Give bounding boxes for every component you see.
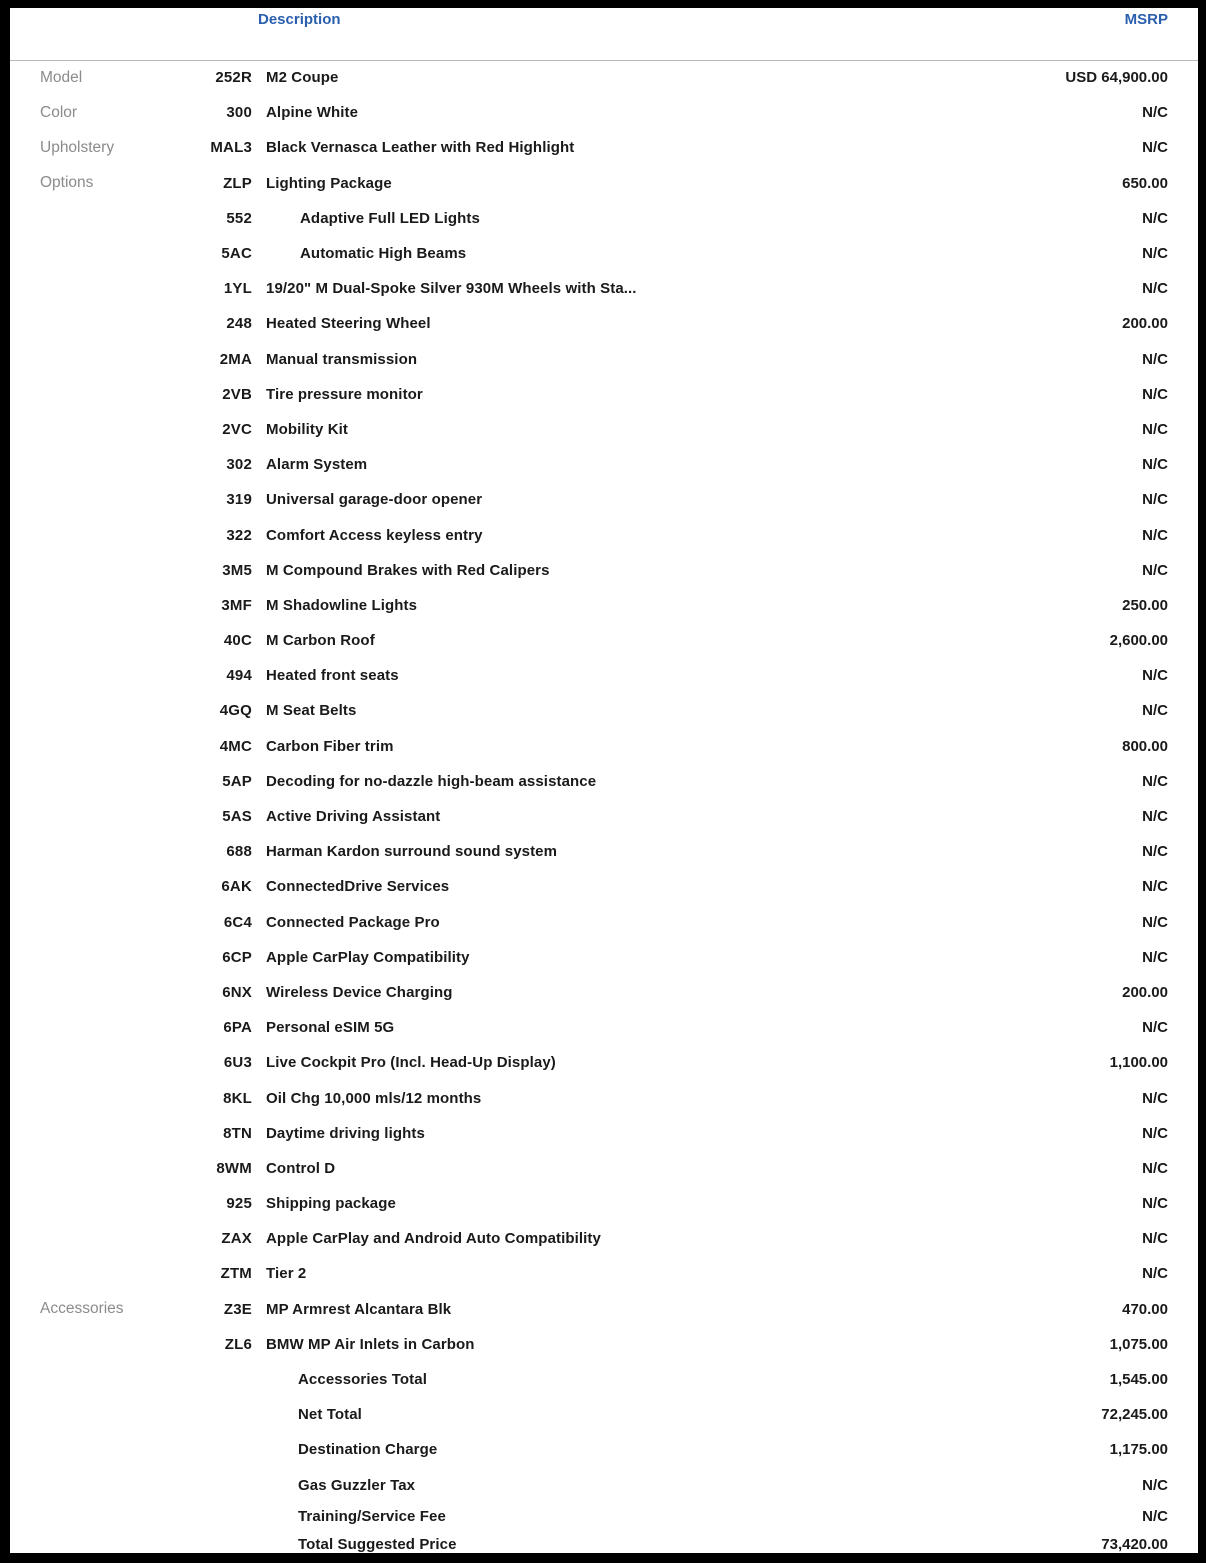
row-group-label (10, 1116, 182, 1151)
table-row (10, 729, 1198, 764)
row-group-label (10, 975, 182, 1010)
row-price: N/C (1142, 491, 1168, 509)
table-body (10, 60, 1198, 1553)
row-option-code: 2VC (222, 420, 252, 438)
table-row (10, 1186, 1198, 1221)
row-description: Tier 2 (266, 1265, 307, 1283)
row-group-label (10, 517, 182, 552)
table-row (10, 869, 1198, 904)
row-group-label (10, 940, 182, 975)
table-row (10, 1151, 1198, 1186)
row-description: MP Armrest Alcantara Blk (266, 1300, 452, 1318)
row-option-code: 319 (226, 491, 252, 509)
page-border-right (1198, 0, 1206, 1563)
row-group-label (10, 588, 182, 623)
row-group-label (10, 658, 182, 693)
row-option-code: MAL3 (210, 139, 252, 157)
table-row (10, 517, 1198, 552)
row-price: N/C (1142, 245, 1168, 263)
row-description: Alpine White (266, 104, 359, 122)
row-description: Heated front seats (266, 667, 399, 685)
header-msrp: MSRP (1124, 10, 1168, 28)
table-row (10, 1116, 1198, 1151)
totals-description: Gas Guzzler Tax (298, 1476, 416, 1494)
table-row (10, 799, 1198, 834)
totals-code-spacer (182, 1503, 252, 1531)
totals-row (10, 1468, 1198, 1503)
row-option-code: 2VB (222, 385, 252, 403)
row-group-label (10, 271, 182, 306)
row-option-code: 494 (226, 667, 252, 685)
table-row (10, 975, 1198, 1010)
row-price: N/C (1142, 667, 1168, 685)
table-row (10, 940, 1198, 975)
row-group-label: Model (40, 68, 83, 86)
totals-price: 72,245.00 (1101, 1406, 1168, 1424)
table-row (10, 236, 1198, 271)
row-description: Wireless Device Charging (266, 983, 453, 1001)
totals-row (10, 1531, 1198, 1553)
table-row (10, 271, 1198, 306)
row-price: 200.00 (1122, 315, 1168, 333)
row-option-code: ZLP (223, 174, 252, 192)
row-description: Comfort Access keyless entry (266, 526, 483, 544)
page-border-bottom (0, 1553, 1206, 1563)
vehicle-pricing-sheet (10, 8, 1198, 1553)
row-group-label (10, 1151, 182, 1186)
row-option-code: ZTM (220, 1265, 252, 1283)
row-option-code: 6C4 (223, 913, 252, 931)
row-group-label (10, 834, 182, 869)
row-option-code: 300 (226, 104, 252, 122)
table-row (10, 693, 1198, 728)
totals-row (10, 1362, 1198, 1397)
row-description: Connected Package Pro (266, 913, 440, 931)
row-option-code: 5AC (221, 245, 252, 263)
row-option-code: 8WM (216, 1159, 252, 1177)
row-group-label (10, 1045, 182, 1080)
totals-row (10, 1432, 1198, 1467)
row-description: Apple CarPlay and Android Auto Compatibility (266, 1230, 601, 1248)
totals-price: 1,545.00 (1109, 1371, 1168, 1389)
header-divider (10, 34, 1198, 60)
row-price: 2,600.00 (1109, 632, 1168, 650)
table-row (10, 658, 1198, 693)
header-description: Description (258, 10, 341, 28)
row-price: 1,100.00 (1109, 1054, 1168, 1072)
row-group-label (10, 412, 182, 447)
totals-description: Destination Charge (298, 1441, 438, 1459)
totals-group-label (10, 1531, 182, 1553)
row-option-code: 5AS (222, 808, 252, 826)
row-group-label (10, 1010, 182, 1045)
row-price: 250.00 (1122, 596, 1168, 614)
row-group-label (10, 1186, 182, 1221)
row-price: N/C (1142, 1019, 1168, 1037)
row-description: Live Cockpit Pro (Incl. Head-Up Display) (266, 1054, 556, 1072)
row-description: Adaptive Full LED Lights (300, 209, 480, 227)
table-row (10, 60, 1198, 95)
row-description: M Carbon Roof (266, 632, 375, 650)
row-group-label (10, 236, 182, 271)
table-row (10, 377, 1198, 412)
totals-group-label (10, 1503, 182, 1531)
totals-row (10, 1503, 1198, 1531)
totals-code-spacer (182, 1362, 252, 1397)
row-price: N/C (1142, 209, 1168, 227)
page-border-left (0, 0, 10, 1563)
header-label-col (10, 8, 182, 34)
row-group-label (10, 482, 182, 517)
totals-price: 73,420.00 (1101, 1536, 1168, 1553)
row-group-label: Color (40, 103, 78, 121)
row-price: N/C (1142, 948, 1168, 966)
row-description: Daytime driving lights (266, 1124, 425, 1142)
row-option-code: 4MC (219, 737, 252, 755)
row-option-code: 688 (226, 843, 252, 861)
row-price: 200.00 (1122, 983, 1168, 1001)
table-row (10, 412, 1198, 447)
row-group-label (10, 869, 182, 904)
row-option-code: 8TN (223, 1124, 252, 1142)
row-group-label (10, 201, 182, 236)
row-option-code: 248 (226, 315, 252, 333)
row-description: Tire pressure monitor (266, 385, 423, 403)
row-price: N/C (1142, 1124, 1168, 1142)
row-group-label (10, 342, 182, 377)
row-group-label (10, 693, 182, 728)
row-group-label: Accessories (40, 1300, 124, 1318)
table-row (10, 482, 1198, 517)
table-row (10, 306, 1198, 341)
totals-price: 1,175.00 (1109, 1441, 1168, 1459)
totals-price: N/C (1142, 1508, 1168, 1526)
row-description: Harman Kardon surround sound system (266, 843, 558, 861)
row-group-label (10, 799, 182, 834)
row-description: Active Driving Assistant (266, 808, 441, 826)
row-option-code: 322 (226, 526, 252, 544)
row-group-label (10, 623, 182, 658)
row-description: Oil Chg 10,000 mls/12 months (266, 1089, 482, 1107)
row-group-label: Upholstery (40, 138, 115, 156)
row-description: Alarm System (266, 456, 368, 474)
table-row (10, 1010, 1198, 1045)
row-description: Manual transmission (266, 350, 418, 368)
table-row (10, 447, 1198, 482)
totals-code-spacer (182, 1432, 252, 1467)
row-price: 470.00 (1122, 1300, 1168, 1318)
row-option-code: 3MF (221, 596, 252, 614)
totals-group-label (10, 1468, 182, 1503)
table-row (10, 1256, 1198, 1291)
row-price: N/C (1142, 139, 1168, 157)
row-group-label (10, 377, 182, 412)
row-option-code: 925 (226, 1195, 252, 1213)
row-price: N/C (1142, 772, 1168, 790)
header-code-col (182, 8, 252, 34)
row-option-code: 6CP (222, 948, 252, 966)
row-description: Universal garage-door opener (266, 491, 483, 509)
page-border-top (0, 0, 1206, 8)
table-row (10, 166, 1198, 201)
table-row (10, 342, 1198, 377)
totals-price: N/C (1142, 1476, 1168, 1494)
row-description: ConnectedDrive Services (266, 878, 450, 896)
row-option-code: 6AK (221, 878, 252, 896)
table-row (10, 623, 1198, 658)
row-option-code: 6U3 (223, 1054, 252, 1072)
row-group-label (10, 729, 182, 764)
row-group-label (10, 1256, 182, 1291)
table-row (10, 905, 1198, 940)
row-price: N/C (1142, 385, 1168, 403)
totals-description: Accessories Total (298, 1371, 427, 1389)
row-option-code: Z3E (223, 1300, 252, 1318)
row-price: N/C (1142, 350, 1168, 368)
row-price: 800.00 (1122, 737, 1168, 755)
row-description: BMW MP Air Inlets in Carbon (266, 1335, 475, 1353)
row-price: 650.00 (1122, 174, 1168, 192)
table-row (10, 201, 1198, 236)
row-description: Apple CarPlay Compatibility (266, 948, 470, 966)
row-group-label (10, 764, 182, 799)
table-row (10, 834, 1198, 869)
row-description: Automatic High Beams (300, 245, 467, 263)
row-group-label (10, 1327, 182, 1362)
row-description: Carbon Fiber trim (266, 737, 394, 755)
row-price: N/C (1142, 526, 1168, 544)
row-group-label (10, 553, 182, 588)
table-row (10, 1292, 1198, 1327)
row-price: N/C (1142, 1089, 1168, 1107)
row-price: N/C (1142, 702, 1168, 720)
row-description: Mobility Kit (266, 420, 349, 438)
row-price: USD 64,900.00 (1065, 69, 1168, 87)
row-description: Lighting Package (266, 174, 392, 192)
row-description: Control D (266, 1159, 336, 1177)
totals-group-label (10, 1397, 182, 1432)
table-row (10, 130, 1198, 165)
row-description: Black Vernasca Leather with Red Highlight (266, 139, 575, 157)
row-price: N/C (1142, 104, 1168, 122)
totals-group-label (10, 1432, 182, 1467)
row-option-code: ZL6 (224, 1335, 252, 1353)
totals-description: Total Suggested Price (298, 1536, 457, 1553)
row-price: N/C (1142, 280, 1168, 298)
row-price: 1,075.00 (1109, 1335, 1168, 1353)
row-price: N/C (1142, 808, 1168, 826)
table-row (10, 1327, 1198, 1362)
row-price: N/C (1142, 420, 1168, 438)
table-row (10, 553, 1198, 588)
row-group-label (10, 1080, 182, 1115)
totals-description: Net Total (298, 1406, 362, 1424)
row-price: N/C (1142, 1265, 1168, 1283)
row-group-label: Options (40, 174, 94, 192)
row-description: 19/20" M Dual-Spoke Silver 930M Wheels with Sta... (266, 280, 637, 298)
row-option-code: 302 (226, 456, 252, 474)
table-row (10, 1080, 1198, 1115)
row-group-label (10, 306, 182, 341)
row-price: N/C (1142, 1159, 1168, 1177)
row-price: N/C (1142, 843, 1168, 861)
row-option-code: 4GQ (219, 702, 252, 720)
row-price: N/C (1142, 456, 1168, 474)
table-row (10, 1045, 1198, 1080)
row-price: N/C (1142, 561, 1168, 579)
table-header (10, 8, 1198, 60)
row-option-code: 252R (215, 69, 252, 87)
row-group-label (10, 447, 182, 482)
row-price: N/C (1142, 1230, 1168, 1248)
row-price: N/C (1142, 1195, 1168, 1213)
row-group-label (10, 905, 182, 940)
totals-code-spacer (182, 1531, 252, 1553)
row-description: Decoding for no-dazzle high-beam assistance (266, 772, 597, 790)
row-option-code: 1YL (223, 280, 252, 298)
row-description: M2 Coupe (266, 69, 339, 87)
totals-row (10, 1397, 1198, 1432)
row-price: N/C (1142, 913, 1168, 931)
table-row (10, 764, 1198, 799)
row-description: M Shadowline Lights (266, 596, 418, 614)
row-price: N/C (1142, 878, 1168, 896)
row-option-code: ZAX (221, 1230, 252, 1248)
row-option-code: 6NX (222, 983, 252, 1001)
row-description: M Compound Brakes with Red Calipers (266, 561, 550, 579)
row-group-label (10, 1221, 182, 1256)
row-description: M Seat Belts (266, 702, 357, 720)
row-option-code: 552 (226, 209, 252, 227)
totals-code-spacer (182, 1397, 252, 1432)
totals-description: Training/Service Fee (298, 1508, 446, 1526)
table-row (10, 1221, 1198, 1256)
table-row (10, 95, 1198, 130)
row-option-code: 40C (223, 632, 252, 650)
row-option-code: 8KL (223, 1089, 252, 1107)
row-option-code: 2MA (219, 350, 252, 368)
row-option-code: 5AP (222, 772, 252, 790)
row-description: Heated Steering Wheel (266, 315, 431, 333)
row-description: Personal eSIM 5G (266, 1019, 395, 1037)
totals-group-label (10, 1362, 182, 1397)
row-option-code: 3M5 (222, 561, 252, 579)
row-option-code: 6PA (223, 1019, 252, 1037)
row-description: Shipping package (266, 1195, 396, 1213)
pricing-table (10, 8, 1198, 1553)
totals-code-spacer (182, 1468, 252, 1503)
table-row (10, 588, 1198, 623)
